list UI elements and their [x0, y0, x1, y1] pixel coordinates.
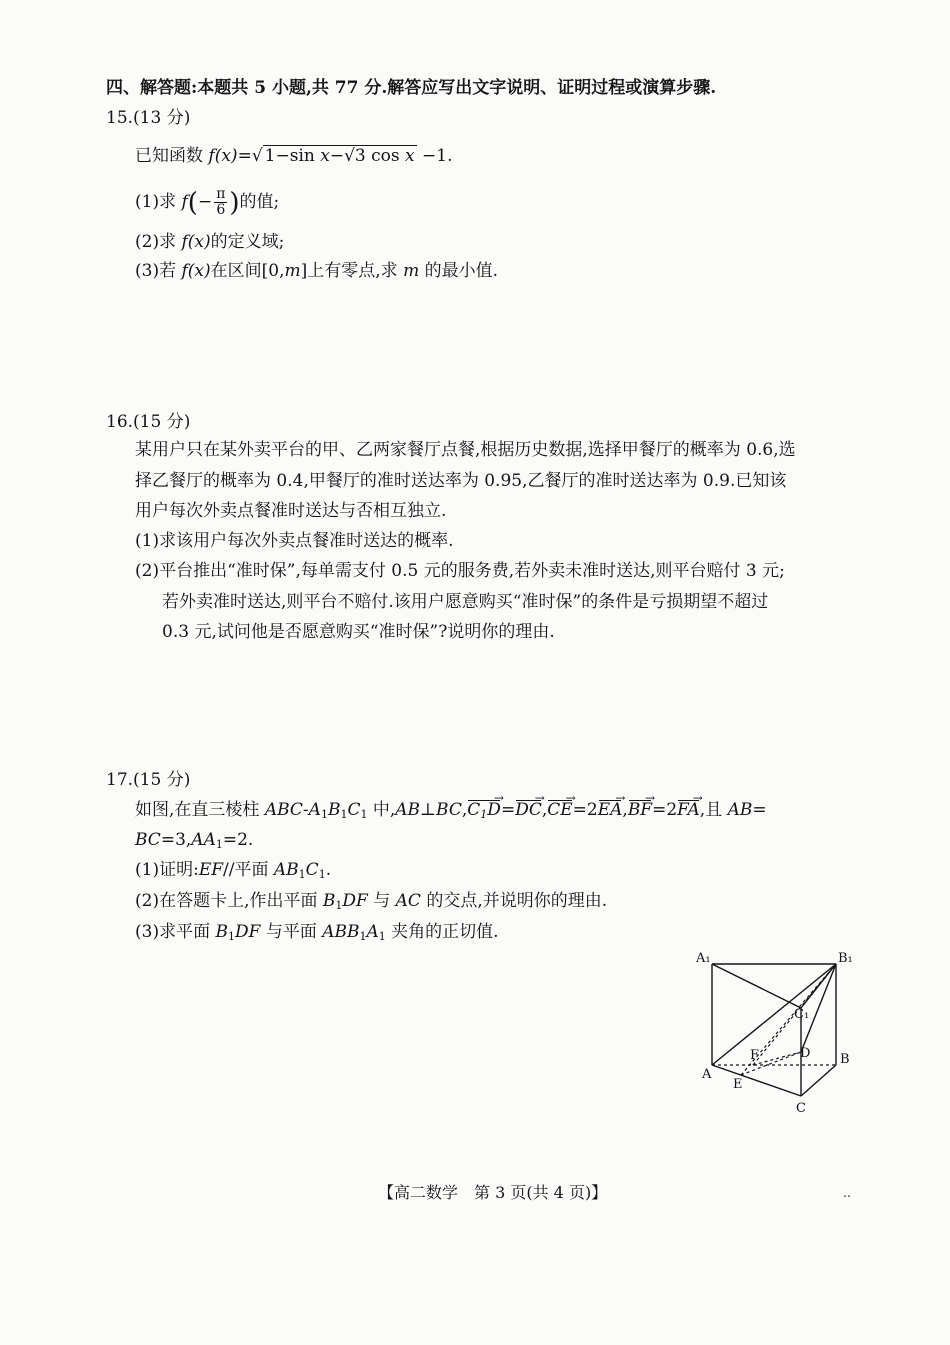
- q17-vec-ce: CE →: [547, 798, 572, 822]
- q17-vec-c1d: [467, 798, 501, 827]
- q17-l2-a: =3,: [160, 830, 192, 850]
- q16-part1: (1)求该用户每次外卖点餐准时送达的概率.: [135, 531, 454, 551]
- q17-p2-b: B: [322, 891, 336, 911]
- q15-p1-pre: (1)求: [135, 192, 182, 212]
- q15-part3: [135, 259, 498, 283]
- prism-figure: [690, 948, 860, 1120]
- q15-x2: x: [405, 146, 415, 166]
- q17-p1-ab: AB: [273, 860, 299, 880]
- label-c: C: [796, 1101, 806, 1116]
- q17-vec-fa: FA →: [677, 798, 700, 822]
- q17-bc: BC: [436, 800, 462, 820]
- q15-p3-post: 的最小值.: [419, 261, 499, 281]
- q17-vec-dc: DC →: [515, 798, 542, 822]
- q15-p1-num: π: [216, 186, 226, 202]
- q17-p3-end: 夹角的正切值.: [385, 922, 499, 942]
- edge-ac: [712, 1065, 801, 1096]
- q17-part3: [135, 920, 499, 949]
- q17-p1-s1: 1: [298, 868, 306, 881]
- q17-p3-df: DF: [234, 922, 261, 942]
- q17-prism: ABC-A: [264, 800, 321, 820]
- q17-l2-aa: AA: [191, 830, 216, 850]
- q17-l2-s: 1: [215, 838, 223, 851]
- q17-p3-s2: 1: [359, 930, 367, 943]
- q16-part2-line2: 若外卖准时送达,则平台不赔付.该用户愿意购买“准时保”的条件是亏损期望不超过: [162, 592, 769, 612]
- q17-eq1: =: [500, 800, 516, 820]
- q17-p3-mid: 与平面: [260, 922, 323, 942]
- q17-b: B: [327, 800, 341, 820]
- q17-s3: 1: [360, 808, 368, 821]
- q17-p2-end: 的交点,并说明你的理由.: [420, 891, 608, 911]
- q15-p3-mid2: ]上有零点,求: [300, 261, 404, 281]
- q17-p1-c: C: [305, 860, 319, 880]
- q17-p1-ef: EF: [198, 860, 224, 880]
- q15-p3-pre: (3)若: [135, 261, 182, 281]
- q15-minus: −: [329, 146, 345, 166]
- q15-p1-f: f: [181, 192, 188, 212]
- edge-bc: [801, 1065, 836, 1096]
- label-e: E: [733, 1077, 743, 1092]
- q17-eqend: =: [752, 800, 767, 820]
- segment-ab1: [712, 964, 836, 1065]
- q17-p3-abb: ABB: [322, 922, 360, 942]
- q17-p3-s3: 1: [378, 930, 386, 943]
- q17-comma1: ,: [461, 800, 468, 820]
- q15-stem-pre: 已知函数: [135, 146, 209, 166]
- q15-p3-m: m: [284, 261, 301, 281]
- q17-l1-pre: 如图,在直三棱柱: [135, 800, 265, 820]
- q15-p2-post: 的定义域;: [210, 232, 285, 252]
- q17-p3-b: B: [215, 922, 228, 942]
- q16-line3: 用户每次外卖点餐准时送达与否相互独立.: [135, 501, 447, 521]
- q17-p2-mid: 与: [367, 891, 396, 911]
- q17-perp: ⊥: [420, 800, 437, 820]
- q15-p3-f: f(x): [181, 261, 211, 281]
- q17-ab2: AB: [727, 800, 753, 820]
- q16-part2-line3: 0.3 元,试问他是否愿意购买“准时保”?说明你的理由.: [162, 622, 555, 642]
- q17-v1s: 1: [480, 808, 488, 821]
- q17-line2: [135, 828, 253, 857]
- q15-root3: 3: [354, 146, 366, 166]
- page-footer: 【高二数学 第 3 页(共 4 页)】: [378, 1183, 608, 1202]
- label-f: F: [750, 1048, 760, 1063]
- label-a: A: [702, 1067, 712, 1082]
- q16-part2-line1: (2)平台推出“准时保”,每单需支付 0.5 元的服务费,若外卖未准时送达,则平台赔付 3 元;: [135, 561, 785, 581]
- q16-line1: 某用户只在某外卖平台的甲、乙两家餐厅点餐,根据历史数据,选择甲餐厅的概率为 0.6,选: [135, 440, 796, 460]
- q17-v1b: D: [487, 800, 501, 820]
- label-c1: C₁: [794, 1007, 810, 1022]
- q15-radicand-a: 1−sin: [264, 146, 321, 166]
- q17-l1-end: ,且: [699, 800, 728, 820]
- q15-f-of-x: f(x): [208, 146, 238, 166]
- edge-a1c1: [712, 964, 801, 1008]
- q17-vec-ea: EA →: [598, 798, 623, 822]
- q17-p2-ac: AC: [395, 891, 421, 911]
- q17-v1: C: [467, 800, 481, 820]
- q15-p2-pre: (2)求: [135, 232, 182, 252]
- q17-l2-end: =2.: [222, 830, 254, 850]
- q17-p3-a: A: [366, 922, 379, 942]
- q15-p1-fraction: [214, 187, 227, 218]
- q15-p1-den: 6: [216, 202, 226, 218]
- q15-p1-neg: −: [197, 192, 213, 212]
- q17-p1-mid: //平面: [223, 860, 274, 880]
- q17-s2: 1: [340, 808, 348, 821]
- label-b: B: [840, 1052, 850, 1067]
- q17-s1: 1: [320, 808, 328, 821]
- q15-part1: (1)求 f(− $\frac{\pi}{6}$ )的值;: [135, 186, 280, 218]
- q15-part2: [135, 230, 284, 254]
- q15-radical: 1−sin x−√3 cos x: [264, 146, 415, 166]
- segment-fd-hidden: [753, 1052, 801, 1065]
- q15-x1: x: [320, 146, 330, 166]
- q17-ab: AB: [395, 800, 421, 820]
- q15-cos: cos: [365, 146, 406, 166]
- q17-eq2: =2: [572, 800, 598, 820]
- q17-part2: [135, 889, 607, 918]
- q15-p3-m2: m: [403, 261, 420, 281]
- q15-header: 15.(13 分): [106, 108, 191, 128]
- q15-p2-f: f(x): [181, 232, 211, 252]
- label-a1: A₁: [696, 951, 711, 966]
- q17-comma2: ,: [541, 800, 548, 820]
- q17-line1: [135, 798, 767, 827]
- q15-stem: 已知函数 f(x)=√ 1−sin x−√3 cos x −1.: [135, 146, 453, 166]
- q17-l2-bc: BC: [135, 830, 161, 850]
- q15-stem-post: −1.: [416, 146, 453, 166]
- q17-p3-pre: (3)求平面: [135, 922, 216, 942]
- q17-p2-pre: (2)在答题卡上,作出平面: [135, 891, 323, 911]
- q17-p1-s2: 1: [318, 868, 326, 881]
- footer-mark: ‥: [843, 1186, 852, 1200]
- q15-eq: =: [237, 146, 252, 166]
- q17-part1: [135, 858, 331, 887]
- q17-p2-s: 1: [335, 899, 343, 912]
- q15-p3-mid: 在区间[0,: [210, 261, 285, 281]
- label-d: D: [800, 1046, 811, 1061]
- q17-p1-pre: (1)证明:: [135, 860, 199, 880]
- label-b1: B₁: [838, 951, 853, 966]
- q16-line2: 择乙餐厅的概率为 0.4,甲餐厅的准时送达率为 0.95,乙餐厅的准时送达率为 0.9.已知该: [135, 471, 787, 491]
- q17-p2-df: DF: [342, 891, 368, 911]
- q17-p3-s: 1: [227, 930, 235, 943]
- q16-header: 16.(15 分): [106, 412, 191, 432]
- q17-header: 17.(15 分): [106, 770, 191, 790]
- q17-p1-end: .: [325, 860, 332, 880]
- q17-l1-mid: 中,: [367, 800, 396, 820]
- q17-c: C: [347, 800, 361, 820]
- q17-eq3: =2: [652, 800, 678, 820]
- q15-p1-post: 的值;: [239, 192, 280, 212]
- section-heading: 四、解答题:本题共 5 小题,共 77 分.解答应写出文字说明、证明过程或演算步骤.: [106, 78, 717, 98]
- q17-vec-bf: BF →: [628, 798, 652, 822]
- q17-comma3: ,: [622, 800, 628, 820]
